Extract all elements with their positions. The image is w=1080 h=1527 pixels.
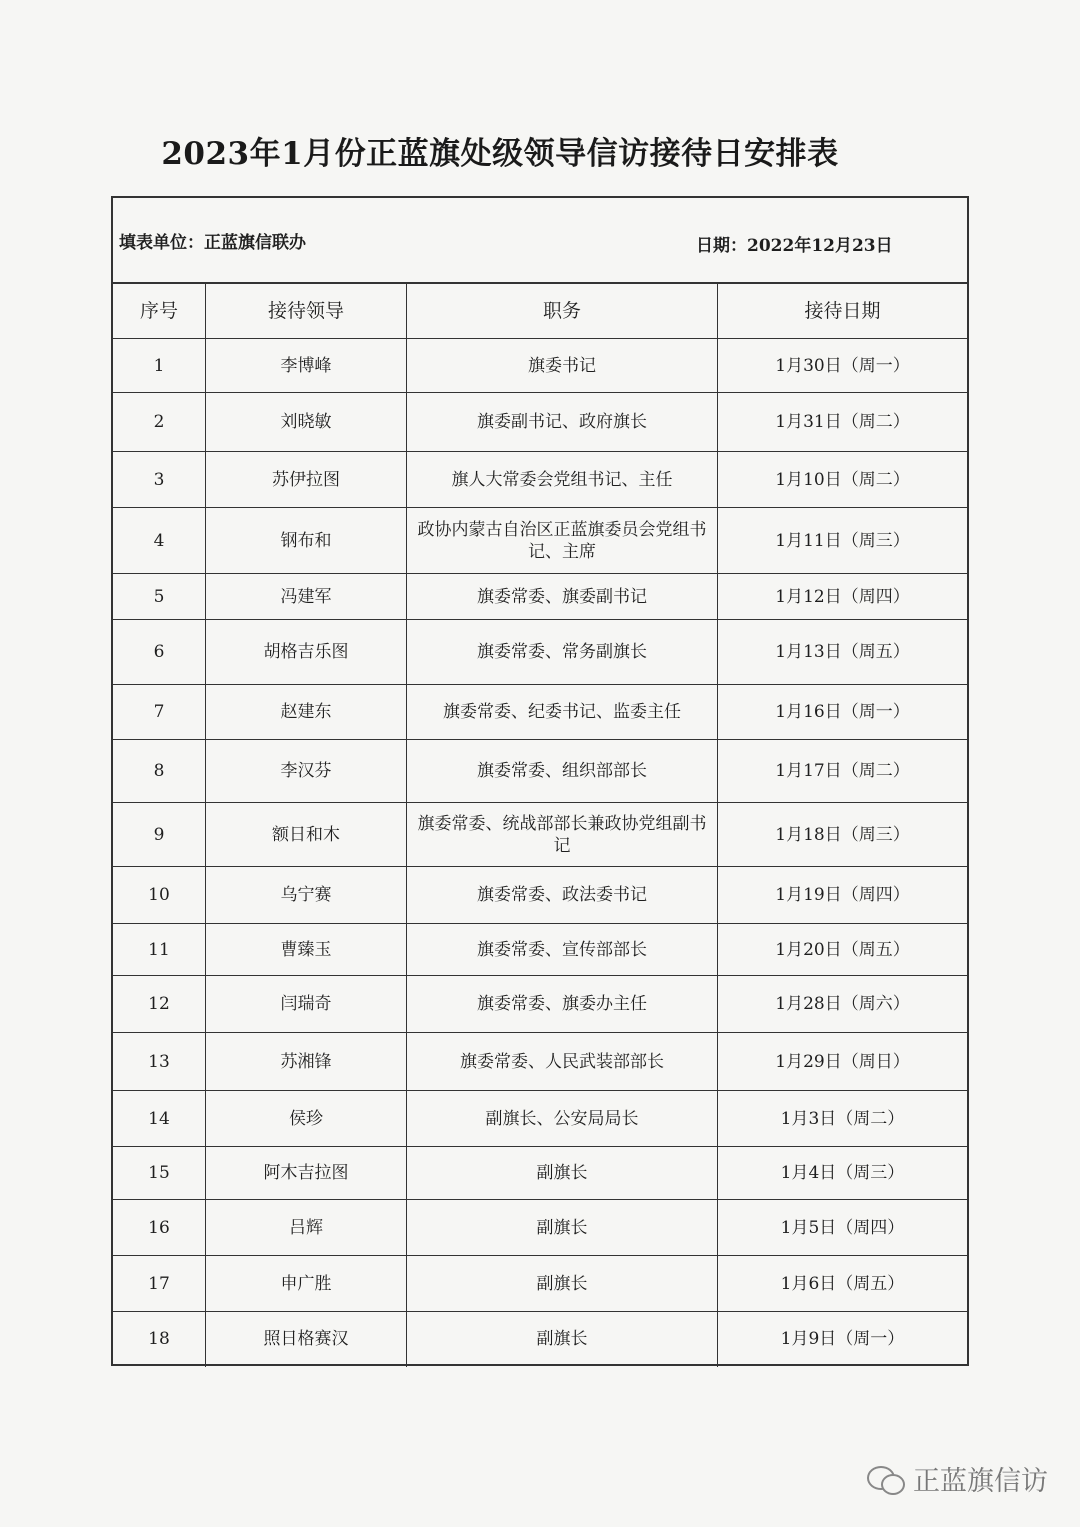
cell-leader: 额日和木 [206, 803, 407, 867]
cell-date: 1月5日（周四） [718, 1200, 968, 1256]
cell-position: 旗委常委、人民武装部部长 [407, 1033, 718, 1091]
cell-no: 4 [113, 508, 206, 574]
table-row [113, 1033, 967, 1091]
cell-leader: 苏湘锋 [206, 1033, 407, 1091]
header-position: 职务 [407, 284, 718, 339]
cell-leader: 刘晓敏 [206, 393, 407, 452]
cell-position: 副旗长 [407, 1200, 718, 1256]
cell-leader: 胡格吉乐图 [206, 620, 407, 685]
cell-no: 13 [113, 1033, 206, 1091]
cell-date: 1月28日（周六） [718, 976, 968, 1033]
cell-no: 5 [113, 574, 206, 620]
table-row [113, 339, 967, 393]
cell-position: 副旗长 [407, 1147, 718, 1200]
cell-date: 1月9日（周一） [718, 1312, 968, 1367]
table-row [113, 803, 967, 867]
cell-leader: 阿木吉拉图 [206, 1147, 407, 1200]
cell-no: 11 [113, 924, 206, 976]
table-row [113, 620, 967, 685]
table-row [113, 740, 967, 803]
cell-date: 1月6日（周五） [718, 1256, 968, 1312]
cell-leader: 钢布和 [206, 508, 407, 574]
cell-no: 8 [113, 740, 206, 803]
cell-date: 1月29日（周日） [718, 1033, 968, 1091]
cell-leader: 照日格赛汉 [206, 1312, 407, 1367]
cell-leader: 李博峰 [206, 339, 407, 393]
watermark [865, 1459, 1048, 1498]
cell-position: 旗人大常委会党组书记、主任 [407, 452, 718, 508]
cell-no: 12 [113, 976, 206, 1033]
table-row [113, 574, 967, 620]
cell-date: 1月19日（周四） [718, 867, 968, 924]
table-body [113, 339, 967, 1367]
cell-date: 1月17日（周二） [718, 740, 968, 803]
cell-leader: 申广胜 [206, 1256, 407, 1312]
watermark-text: 正蓝旗信访 [913, 1466, 1048, 1497]
schedule-table [113, 284, 967, 1367]
cell-leader: 冯建军 [206, 574, 407, 620]
table-row [113, 1200, 967, 1256]
cell-leader: 苏伊拉图 [206, 452, 407, 508]
table-row [113, 393, 967, 452]
wechat-icon [865, 1462, 905, 1496]
cell-date: 1月4日（周三） [718, 1147, 968, 1200]
page-title: 2023年1月份正蓝旗处级领导信访接待日安排表 [161, 136, 839, 172]
table-row [113, 976, 967, 1033]
cell-leader: 乌宁赛 [206, 867, 407, 924]
cell-date: 1月16日（周一） [718, 685, 968, 740]
cell-no: 15 [113, 1147, 206, 1200]
cell-position: 副旗长 [407, 1256, 718, 1312]
cell-leader: 曹臻玉 [206, 924, 407, 976]
table-row [113, 1147, 967, 1200]
cell-no: 1 [113, 339, 206, 393]
cell-position: 旗委常委、旗委副书记 [407, 574, 718, 620]
cell-position: 副旗长 [407, 1312, 718, 1367]
cell-position: 旗委常委、组织部部长 [407, 740, 718, 803]
cell-position: 旗委书记 [407, 339, 718, 393]
cell-no: 6 [113, 620, 206, 685]
header-leader: 接待领导 [206, 284, 407, 339]
cell-no: 7 [113, 685, 206, 740]
table-row [113, 1312, 967, 1367]
cell-position: 旗委常委、旗委办主任 [407, 976, 718, 1033]
cell-leader: 侯珍 [206, 1091, 407, 1147]
cell-date: 1月20日（周五） [718, 924, 968, 976]
cell-position: 副旗长、公安局局长 [407, 1091, 718, 1147]
table-header-row [113, 284, 967, 339]
schedule-sheet [111, 196, 969, 1366]
cell-position: 旗委副书记、政府旗长 [407, 393, 718, 452]
table-row [113, 924, 967, 976]
cell-no: 2 [113, 393, 206, 452]
cell-date: 1月10日（周二） [718, 452, 968, 508]
cell-no: 14 [113, 1091, 206, 1147]
cell-date: 1月13日（周五） [718, 620, 968, 685]
cell-date: 1月31日（周二） [718, 393, 968, 452]
cell-leader: 赵建东 [206, 685, 407, 740]
table-row [113, 1256, 967, 1312]
cell-position: 旗委常委、统战部部长兼政协党组副书记 [407, 803, 718, 867]
cell-date: 1月12日（周四） [718, 574, 968, 620]
filling-unit: 填表单位：正蓝旗信联办 [119, 233, 306, 253]
table-row [113, 508, 967, 574]
cell-position: 旗委常委、政法委书记 [407, 867, 718, 924]
cell-date: 1月3日（周二） [718, 1091, 968, 1147]
cell-no: 18 [113, 1312, 206, 1367]
cell-no: 16 [113, 1200, 206, 1256]
cell-leader: 闫瑞奇 [206, 976, 407, 1033]
header-no: 序号 [113, 284, 206, 339]
cell-no: 10 [113, 867, 206, 924]
cell-position: 旗委常委、纪委书记、监委主任 [407, 685, 718, 740]
table-row [113, 1091, 967, 1147]
cell-leader: 吕辉 [206, 1200, 407, 1256]
filling-date: 日期：2022年12月23日 [696, 236, 893, 256]
table-row [113, 685, 967, 740]
cell-leader: 李汉芬 [206, 740, 407, 803]
cell-position: 旗委常委、宣传部部长 [407, 924, 718, 976]
cell-date: 1月30日（周一） [718, 339, 968, 393]
cell-no: 3 [113, 452, 206, 508]
cell-date: 1月11日（周三） [718, 508, 968, 574]
cell-no: 17 [113, 1256, 206, 1312]
cell-no: 9 [113, 803, 206, 867]
cell-position: 政协内蒙古自治区正蓝旗委员会党组书记、主席 [407, 508, 718, 574]
header-date: 接待日期 [718, 284, 968, 339]
cell-position: 旗委常委、常务副旗长 [407, 620, 718, 685]
table-row [113, 867, 967, 924]
form-meta [113, 198, 967, 284]
cell-date: 1月18日（周三） [718, 803, 968, 867]
table-row [113, 452, 967, 508]
